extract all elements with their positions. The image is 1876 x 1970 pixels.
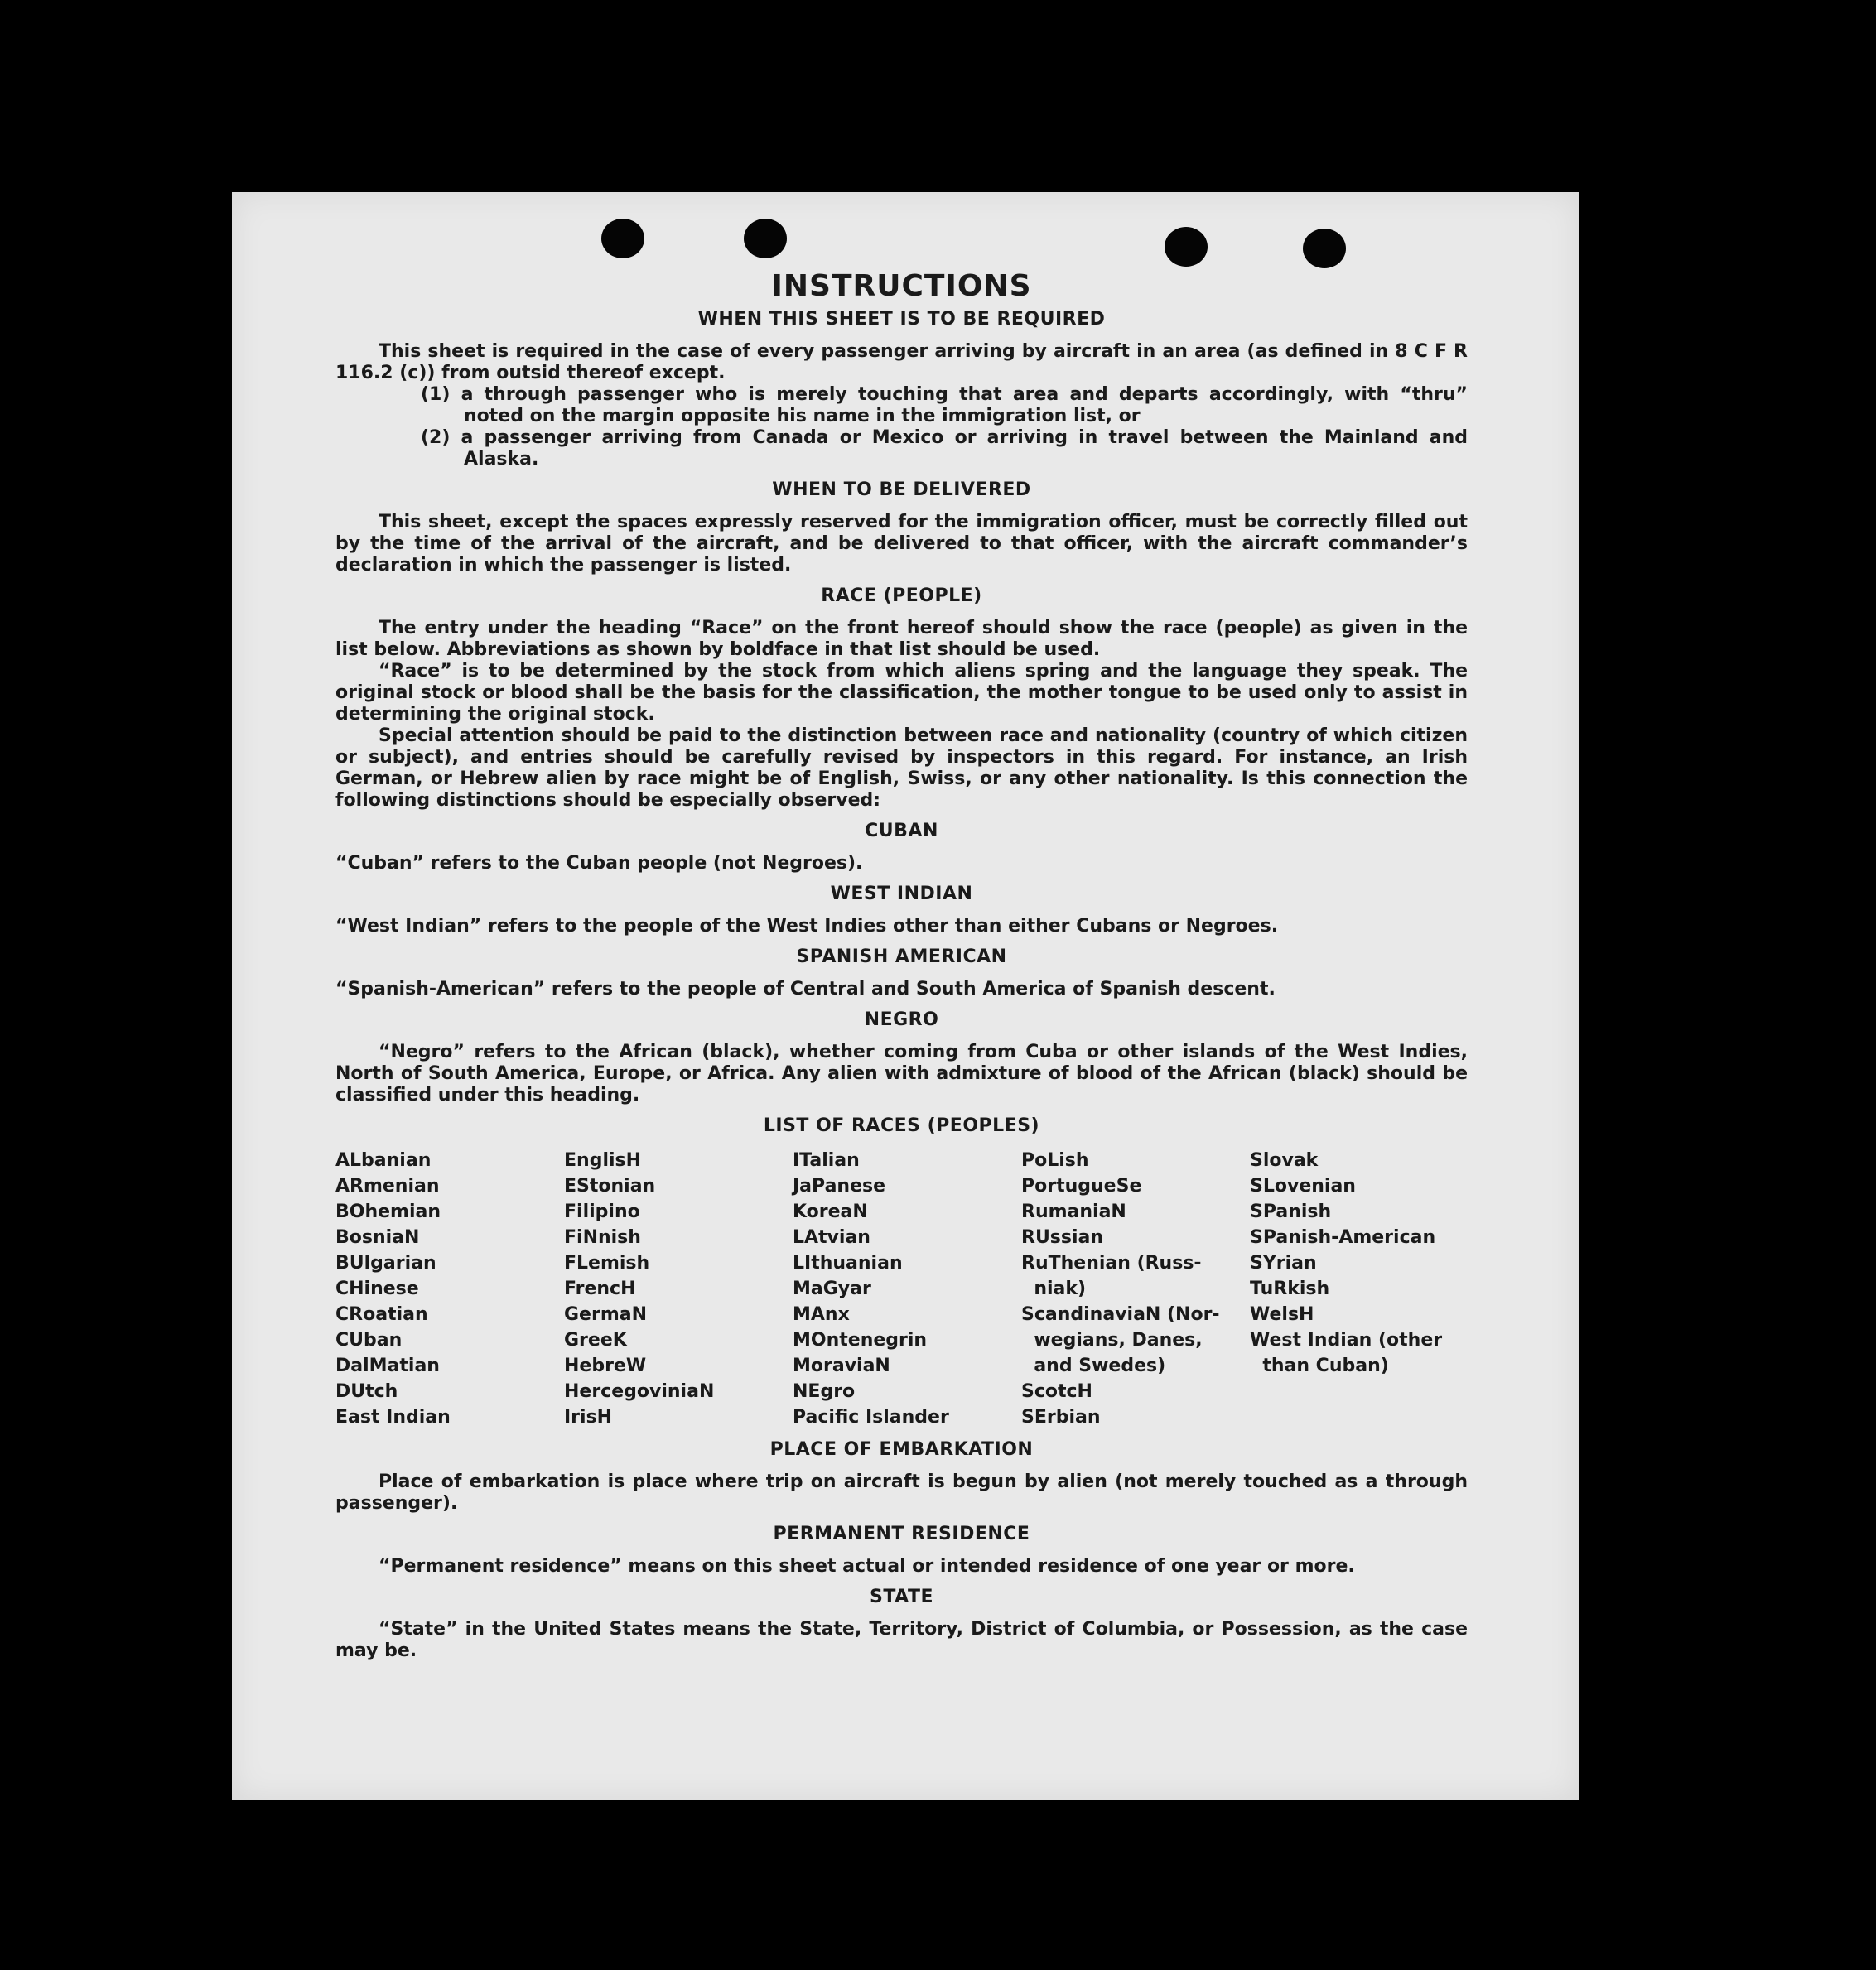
race-item: GreeK: [564, 1330, 627, 1351]
punch-hole: [744, 219, 787, 258]
section-heading-cuban: CUBAN: [865, 821, 938, 841]
race-paragraph-1: The entry under the heading “Race” on the front hereof should show the race (people) as given in the list below. Abbreviations as shown by boldface in that list should be used.: [335, 618, 1468, 660]
race-item: SPanish: [1250, 1202, 1332, 1222]
race-item: ScotcH: [1021, 1381, 1092, 1402]
race-item: HercegoviniaN: [564, 1381, 715, 1402]
race-item: SLovenian: [1250, 1176, 1356, 1197]
race-column: [793, 1148, 1021, 1430]
race-paragraph-3: Special attention should be paid to the distinction between race and nationality (country of which citizen or subject), and entries should be carefully revised by inspectors in this regard. For instance, an Irish German, or Hebrew alien by race might be of English, Swiss, or any other nationality. Is this connection the following distinctions should be especially observed:: [335, 725, 1468, 811]
residence-text: “Permanent residence” means on this sheet actual or intended residence of one year or more.: [379, 1556, 1355, 1577]
race-item: MoraviaN: [793, 1356, 890, 1376]
punch-hole: [1165, 227, 1208, 267]
race-item: ARmenian: [335, 1176, 440, 1197]
required-intro: This sheet is required in the case of every passenger arriving by aircraft in an area (as defined in 8 C F R 116.2 (c)) from outsid thereof except.: [335, 341, 1468, 383]
state-text: “State” in the United States means the State, Territory, District of Columbia, or Possession, as the case may be.: [335, 1619, 1468, 1661]
section-heading-west-indian: WEST INDIAN: [830, 884, 973, 904]
embarkation-text: Place of embarkation is place where trip on aircraft is begun by alien (not merely touched as a through passenger).: [335, 1471, 1468, 1514]
race-item: HebreW: [564, 1356, 647, 1376]
race-item: CUban: [335, 1330, 403, 1351]
race-item: RuThenian (Russ- niak): [1021, 1253, 1202, 1299]
race-item: TuRkish: [1250, 1279, 1330, 1299]
race-item: ALbanian: [335, 1150, 432, 1171]
race-column: [1250, 1148, 1478, 1430]
race-item: MAnx: [793, 1304, 850, 1325]
race-item: MaGyar: [793, 1279, 871, 1299]
race-column: [335, 1148, 564, 1430]
race-item: EStonian: [564, 1176, 656, 1197]
race-column: [1021, 1148, 1250, 1430]
race-item: BUlgarian: [335, 1253, 436, 1274]
race-list: [335, 1148, 1468, 1430]
race-column: [564, 1148, 793, 1430]
negro-text: “Negro” refers to the African (black), whether coming from Cuba or other islands of the West Indies, North of South America, Europe, or Africa. Any alien with admixture of blood of the African (black) should be classified under this heading.: [335, 1042, 1468, 1105]
section-heading-race: RACE (PEOPLE): [821, 585, 982, 606]
section-heading-residence: PERMANENT RESIDENCE: [773, 1524, 1030, 1544]
race-item: CHinese: [335, 1279, 419, 1299]
race-item: EnglisH: [564, 1150, 642, 1171]
race-item: East Indian: [335, 1407, 451, 1428]
required-exception-2: (2) a passenger arriving from Canada or Mexico or arriving in travel between the Mainland and Alaska.: [421, 427, 1468, 470]
race-item: LIthuanian: [793, 1253, 903, 1274]
race-paragraph-2: “Race” is to be determined by the stock from which aliens spring and the language they speak. The original stock or blood shall be the basis for the classification, the mother tongue to be used only to assist in determining the original stock.: [335, 661, 1468, 725]
race-item: West Indian (other than Cuban): [1250, 1330, 1443, 1376]
section-heading-spanish-american: SPANISH AMERICAN: [796, 946, 1007, 967]
race-item: PortugueSe: [1021, 1176, 1142, 1197]
race-item: PoLish: [1021, 1150, 1089, 1171]
page-title: INSTRUCTIONS: [771, 269, 1032, 303]
document-sheet: [232, 192, 1579, 1800]
race-item: FiNnish: [564, 1227, 641, 1248]
race-item: RumaniaN: [1021, 1202, 1126, 1222]
punch-hole: [1303, 229, 1346, 268]
punch-hole: [601, 219, 644, 258]
race-item: KoreaN: [793, 1202, 868, 1222]
section-heading-required: WHEN THIS SHEET IS TO BE REQUIRED: [697, 309, 1106, 330]
section-heading-list-of-races: LIST OF RACES (PEOPLES): [763, 1115, 1040, 1136]
race-item: DalMatian: [335, 1356, 440, 1376]
race-item: MOntenegrin: [793, 1330, 928, 1351]
race-item: ITalian: [793, 1150, 860, 1171]
race-item: SPanish-American: [1250, 1227, 1436, 1248]
race-item: ScandinaviaN (Nor- wegians, Danes, and Swedes): [1021, 1304, 1220, 1376]
race-item: BosniaN: [335, 1227, 420, 1248]
race-item: BOhemian: [335, 1202, 441, 1222]
section-heading-state: STATE: [870, 1587, 933, 1607]
race-item: Filipino: [564, 1202, 640, 1222]
race-item: FrencH: [564, 1279, 636, 1299]
race-item: GermaN: [564, 1304, 648, 1325]
race-item: LAtvian: [793, 1227, 870, 1248]
delivered-text: This sheet, except the spaces expressly reserved for the immigration officer, must be correctly filled out by the time of the arrival of the aircraft, and be delivered to that officer, with the aircraft commander’s declaration in which the passenger is listed.: [335, 512, 1468, 576]
section-heading-negro: NEGRO: [864, 1009, 939, 1030]
race-item: IrisH: [564, 1407, 613, 1428]
race-item: JaPanese: [793, 1176, 886, 1197]
race-item: NEgro: [793, 1381, 856, 1402]
section-heading-delivered: WHEN TO BE DELIVERED: [772, 479, 1031, 500]
race-item: RUssian: [1021, 1227, 1104, 1248]
race-item: Slovak: [1250, 1150, 1319, 1171]
race-item: FLemish: [564, 1253, 650, 1274]
race-item: CRoatian: [335, 1304, 428, 1325]
section-heading-embarkation: PLACE OF EMBARKATION: [769, 1439, 1034, 1460]
cuban-text: “Cuban” refers to the Cuban people (not Negroes).: [335, 853, 863, 874]
instructions-content: [335, 268, 1468, 1662]
spanish-american-text: “Spanish-American” refers to the people of Central and South America of Spanish descent.: [335, 979, 1276, 999]
race-item: Pacific Islander: [793, 1407, 949, 1428]
race-item: WelsH: [1250, 1304, 1314, 1325]
required-exception-1: (1) a through passenger who is merely touching that area and departs accordingly, with “thru” noted on the margin opposite his name in the immigration list, or: [421, 384, 1468, 426]
west-indian-text: “West Indian” refers to the people of the West Indies other than either Cubans or Negroes.: [335, 916, 1279, 937]
race-item: SErbian: [1021, 1407, 1101, 1428]
race-item: SYrian: [1250, 1253, 1317, 1274]
race-item: DUtch: [335, 1381, 398, 1402]
